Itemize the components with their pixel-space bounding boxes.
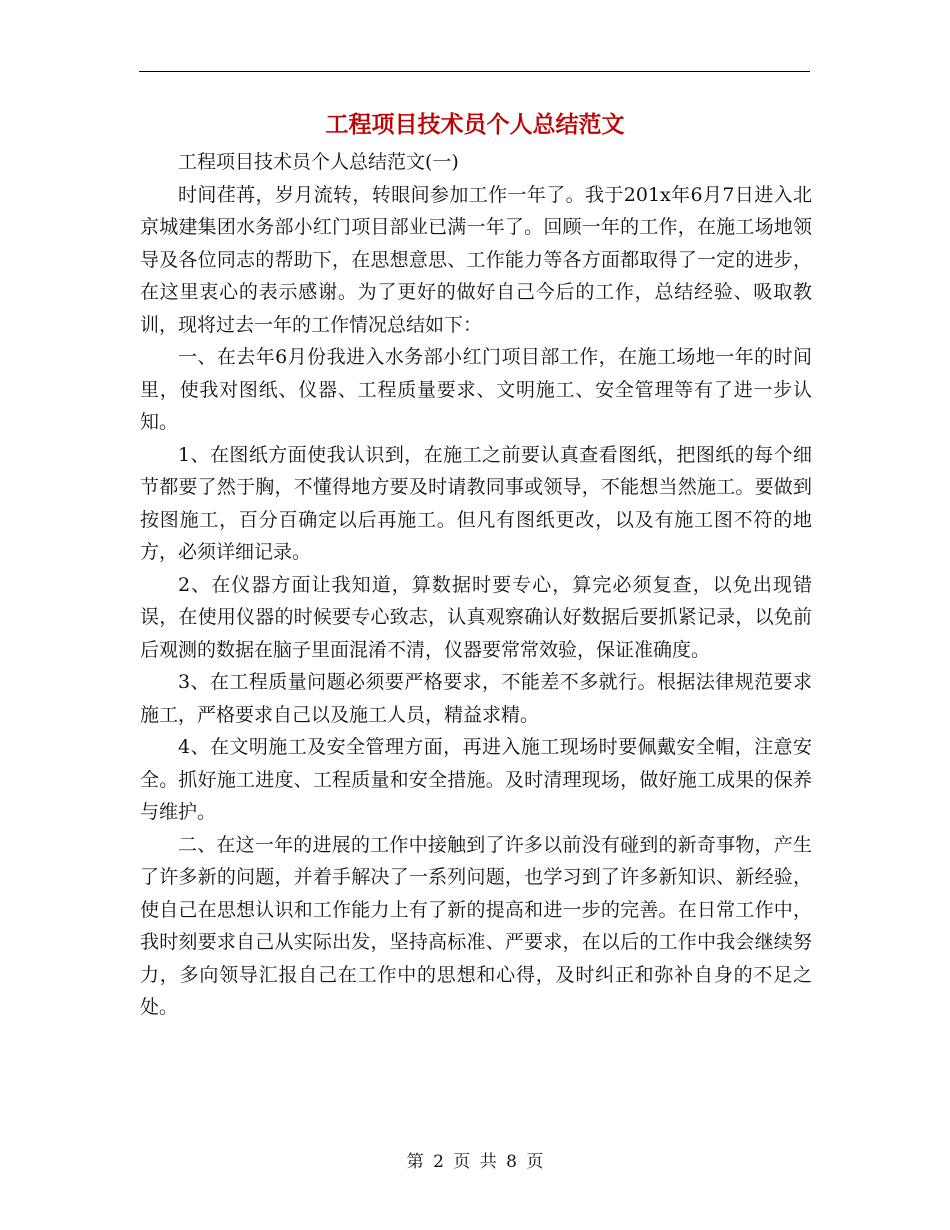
header-rule bbox=[139, 71, 810, 72]
item-one-paragraph: 1、在图纸方面使我认识到，在施工之前要认真查看图纸，把图纸的每个细节都要了然于胸，不懂得地方要及时请教同事或领导，不能想当然施工。要做到按图施工，百分百确定以后再施工。但凡有图纸更改，以及有施工图不符的地方，必须详细记录。 bbox=[140, 443, 812, 563]
document-body bbox=[140, 146, 812, 1024]
subtitle-paragraph: 工程项目技术员个人总结范文(一) bbox=[178, 151, 459, 173]
section-one-paragraph: 一、在去年6月份我进入水务部小红门项目部工作，在施工场地一年的时间里，使我对图纸、仪器、工程质量要求、文明施工、安全管理等有了进一步认知。 bbox=[140, 346, 812, 433]
item-three-paragraph: 3、在工程质量问题必须要严格要求，不能差不多就行。根据法律规范要求施工，严格要求自己以及施工人员，精益求精。 bbox=[140, 671, 812, 726]
section-two-paragraph: 二、在这一年的进展的工作中接触到了许多以前没有碰到的新奇事物，产生了许多新的问题，并着手解决了一系列问题，也学习到了许多新知识、新经验，使自己在思想认识和工作能力上有了新的提高和进一步的完善。在日常工作中，我时刻要求自己从实际出发，坚持高标准、严要求，在以后的工作中我会继续努力，多向领导汇报自己在工作中的思想和心得，及时纠正和弥补自身的不足之处。 bbox=[140, 833, 812, 1018]
item-two-paragraph: 2、在仪器方面让我知道，算数据时要专心，算完必须复查，以免出现错误，在使用仪器的时候要专心致志，认真观察确认好数据后要抓紧记录，以免前后观测的数据在脑子里面混淆不清，仪器要常常效验，保证准确度。 bbox=[140, 573, 812, 661]
document-title: 工程项目技术员个人总结范文 bbox=[325, 112, 625, 138]
item-four-paragraph: 4、在文明施工及安全管理方面，再进入施工现场时要佩戴安全帽，注意安全。抓好施工进度、工程质量和安全措施。及时清理现场，做好施工成果的保养与维护。 bbox=[140, 736, 812, 823]
intro-paragraph: 时间荏苒，岁月流转，转眼间参加工作一年了。我于201x年6月7日进入北京城建集团水务部小红门项目部业已满一年了。回顾一年的工作，在施工场地领导及各位同志的帮助下，在思想意思、工作能力等各方面都取得了一定的进步，在这里衷心的表示感谢。为了更好的做好自己今后的工作，总结经验、吸取教训，现将过去一年的工作情况总结如下： bbox=[140, 183, 812, 336]
page-footer: 第 2 页 共 8 页 bbox=[406, 1152, 544, 1172]
